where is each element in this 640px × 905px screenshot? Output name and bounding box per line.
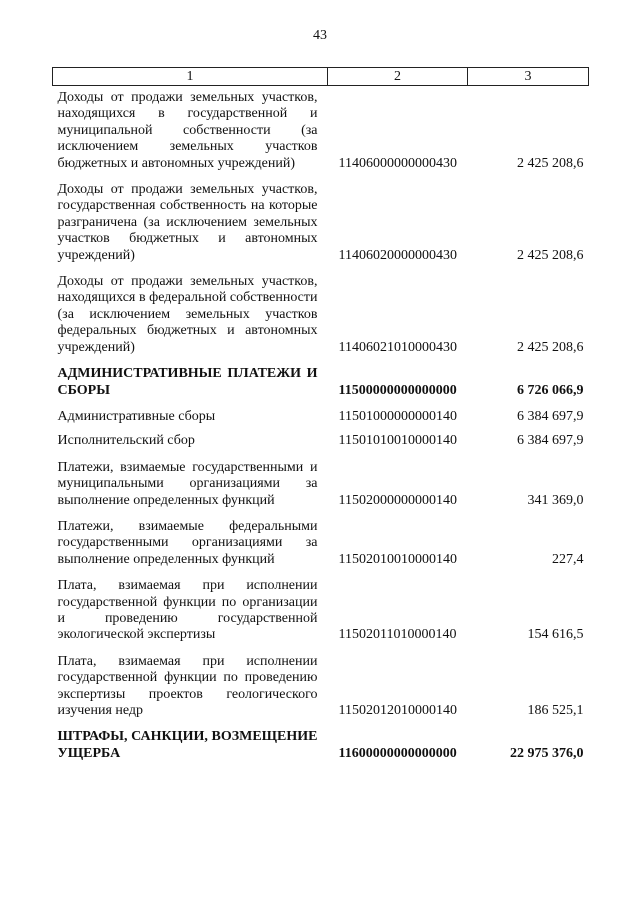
row-name: Исполнительский сбор (57, 433, 195, 449)
row-name: Доходы от продажи земельных участков, находящихся в государственной и муниципальной собственности (за исключением земельных участков бюджетных и автономных учреждений) (57, 90, 318, 171)
column-header-3: 3 (468, 68, 589, 86)
row-amount: 154 616,5 (527, 627, 584, 643)
row-code: 11406021010000430 (338, 339, 457, 355)
row-amount: 22 975 376,0 (510, 745, 584, 761)
page-number: 43 (313, 28, 327, 43)
row-name: Платежи, взимаемые федеральными государственными организациями за выполнение определенных функций (57, 518, 318, 567)
row-spacer (53, 450, 589, 460)
row-spacer-cell (53, 356, 589, 366)
table-row (53, 654, 589, 720)
row-name: Плата, взимаемая при исполнении государственной функции по организации и проведению государственной экологической экспертизы (57, 578, 318, 643)
row-spacer (53, 356, 589, 366)
row-spacer (53, 568, 589, 578)
row-name: Административные сборы (57, 408, 216, 424)
row-name: ШТРАФЫ, САНКЦИИ, ВОЗМЕЩЕНИЕ УЩЕРБА (57, 729, 318, 761)
row-amount: 6 384 697,9 (517, 433, 584, 449)
budget-table (52, 67, 589, 762)
row-spacer-cell (53, 450, 589, 460)
row-spacer-cell (53, 719, 589, 729)
table-row (53, 409, 589, 425)
row-amount: 2 425 208,6 (517, 339, 584, 355)
table-row (53, 578, 589, 644)
row-name: Доходы от продажи земельных участков, находящихся в федеральной собственности (за исключением земельных участков федеральных бюджетных и автономных учреждений) (57, 274, 318, 355)
row-amount: 6 384 697,9 (517, 408, 584, 424)
row-spacer (53, 644, 589, 654)
column-header-row (53, 68, 589, 86)
row-name: Плата, взимаемая при исполнении государственной функции по проведению экспертизы проектов геологического изучения недр (57, 653, 318, 718)
row-name: АДМИНИСТРАТИВНЫЕ ПЛАТЕЖИ И СБОРЫ (57, 366, 318, 398)
table-row (53, 274, 589, 356)
row-spacer (53, 172, 589, 182)
row-code: 11406020000000430 (338, 247, 457, 263)
row-amount: 341 369,0 (527, 492, 584, 508)
table-row (53, 729, 589, 762)
row-code: 11501010010000140 (338, 433, 457, 449)
row-spacer (53, 509, 589, 519)
row-code: 11502010010000140 (338, 551, 457, 567)
row-code: 11502012010000140 (338, 703, 457, 718)
row-spacer-cell (53, 509, 589, 519)
row-spacer-cell (53, 264, 589, 274)
row-code: 11500000000000000 (338, 382, 457, 398)
row-code: 11502000000000140 (338, 492, 457, 508)
row-spacer-cell (53, 568, 589, 578)
row-spacer-cell (53, 172, 589, 182)
row-amount: 2 425 208,6 (517, 247, 584, 263)
row-spacer (53, 399, 589, 409)
table-row (53, 366, 589, 399)
row-amount: 227,4 (552, 551, 584, 567)
row-code: 11600000000000000 (338, 745, 457, 761)
row-spacer-cell (53, 644, 589, 654)
column-header-1: 1 (53, 68, 328, 86)
row-spacer (53, 264, 589, 274)
table-row (53, 460, 589, 509)
row-spacer-cell (53, 425, 589, 433)
row-amount: 6 726 066,9 (517, 382, 584, 398)
column-header-2: 2 (328, 68, 468, 86)
row-amount: 186 525,1 (527, 703, 584, 718)
table-row (53, 519, 589, 568)
table-row (53, 182, 589, 264)
row-code: 11502011010000140 (338, 627, 457, 643)
table-row (53, 433, 589, 449)
row-name: Платежи, взимаемые государственными и муниципальными организациями за выполнение определенных функций (57, 459, 318, 508)
row-spacer (53, 425, 589, 433)
row-name: Доходы от продажи земельных участков, государственная собственность на которые разграничена (за исключением земельных участков бюджетных и автономных учреждений) (57, 182, 318, 263)
row-code: 11406000000000430 (338, 155, 457, 171)
row-code: 11501000000000140 (338, 408, 457, 424)
row-amount: 2 425 208,6 (517, 155, 584, 171)
row-spacer (53, 719, 589, 729)
table-row (53, 90, 589, 172)
row-spacer-cell (53, 399, 589, 409)
